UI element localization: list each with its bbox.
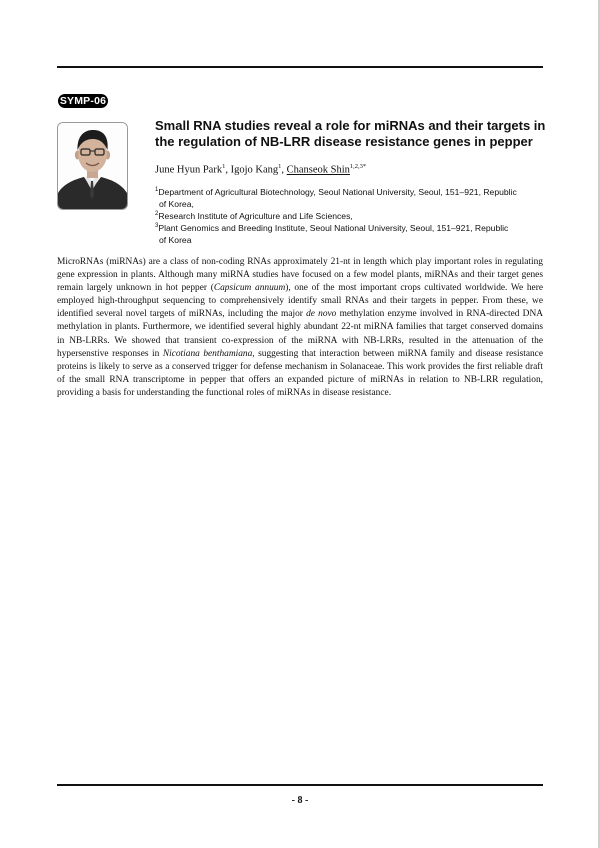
affiliation-marker: 3	[155, 223, 159, 229]
affiliation-text-continued: of Korea,	[159, 198, 194, 209]
session-badge: SYMP-06	[59, 95, 107, 107]
bottom-rule	[57, 784, 543, 786]
author-name: Igojo Kang	[230, 164, 279, 176]
affiliation-text: Research Institute of Agriculture and Life Sciences,	[158, 210, 353, 221]
title-line-2: the regulation of NB-LRR disease resistance genes in pepper	[155, 134, 533, 149]
affiliation-text: Plant Genomics and Breeding Institute, Seoul National University, Seoul, 151–921, Republic	[158, 222, 509, 233]
author-superscript: 1,2,3*	[349, 163, 367, 170]
abstract-text: MicroRNAs (miRNAs) are a class of non-coding RNAs approximately 21-nt in length which play important roles in regulating gene expression in plants. Although many miRNA studies have focused on a few model plants, miRNAs and their target genes remain largely unknown in hot pepper (	[57, 257, 543, 294]
abstract-paragraph	[57, 256, 543, 400]
affiliation-1	[155, 184, 545, 210]
author-name: June Hyun Park	[155, 164, 223, 176]
author-superscript: 1	[222, 163, 226, 170]
abstract-text: , suggesting that interaction between miRNA family and disease resistance proteins is likely to serve as a conserved trigger for defense mechanism in Solanaceae. This work provides the first reliable draft of the small RNA transcriptome in pepper that offers an expanded picture of miRNAs in relation to NB-LRR regulation, providing a basis for understanding the functional roles of miRNAs in disease resistance.	[57, 348, 543, 398]
abstract-italic-term: de novo	[306, 309, 337, 320]
affiliation-text-continued: of Korea	[159, 234, 192, 245]
affiliation-text: Department of Agricultural Biotechnology, Seoul National University, Seoul, 151–921, Republic	[158, 186, 517, 197]
affiliation-marker: 2	[155, 211, 159, 217]
author-superscript: 1	[278, 163, 282, 170]
paper-title	[155, 118, 550, 150]
author-photo	[57, 122, 128, 210]
abstract-italic-term: Nicotiana benthamiana	[162, 348, 253, 359]
title-line-1: Small RNA studies reveal a role for miRNAs and their targets in	[155, 118, 546, 133]
portrait-image	[58, 123, 127, 209]
abstract-text: methylation enzyme involved in RNA-directed DNA methylation in plants. Furthermore, we identified several highly abundant 22-nt miRNA families that target conserved domains in NB-LRRs. We showed that transient co-expression of the miRNA with NB-LRRs, resulted in the attenuation of the hypersenstive responses in	[57, 309, 543, 359]
top-rule	[57, 66, 543, 68]
abstract-italic-term: Capsicum annuum	[213, 283, 286, 294]
page-number: - 8 -	[291, 795, 309, 806]
author-separator: ,	[225, 164, 231, 176]
affiliation-marker: 1	[155, 187, 159, 193]
corresponding-author-name: Chanseok Shin	[286, 164, 350, 176]
author-list	[155, 160, 545, 178]
affiliation-3	[155, 220, 545, 246]
abstract-text: ), one of the most important crops cultivated worldwide. We here employed high-throughput sequencing to comprehensively identify small RNAs and their targets in pepper. From these, we identified several novel targets of miRNAs, including the major	[57, 283, 543, 320]
author-separator: ,	[281, 164, 287, 176]
